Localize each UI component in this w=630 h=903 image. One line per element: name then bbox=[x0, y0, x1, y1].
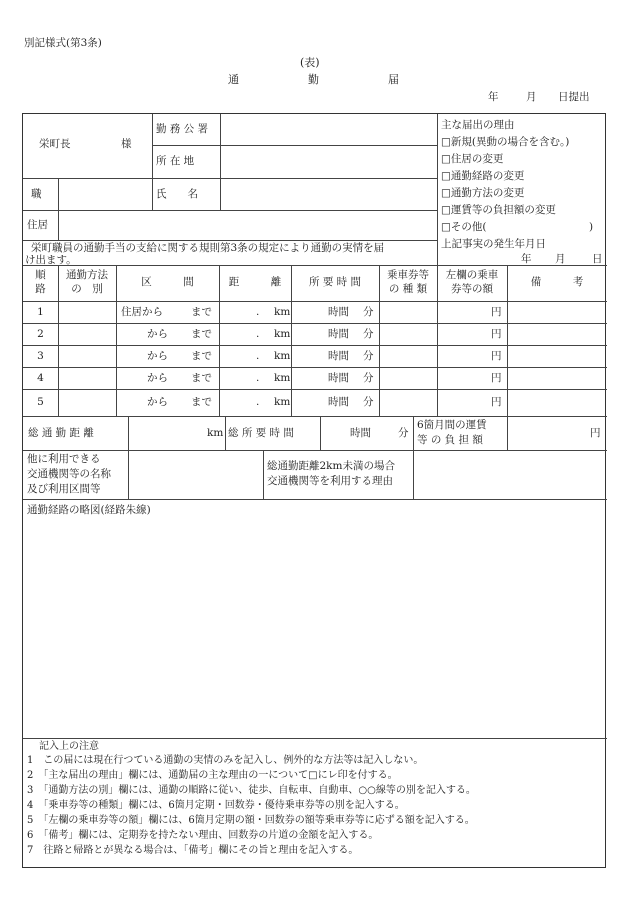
note-item: 3 「通勤方法の別」欄には、通勤の順路に従い、徒歩、自転車、自動車、○○線等の別を記入する。 bbox=[27, 785, 476, 796]
header-remarks: 備 考 bbox=[530, 276, 584, 288]
reason-checkbox[interactable]: □新規(異動の場合を含む。) bbox=[441, 136, 570, 148]
office-label: 勤 務 公 署 bbox=[156, 123, 209, 135]
row-to: まで bbox=[191, 396, 212, 408]
row-km: km bbox=[274, 372, 291, 384]
row-number: 2 bbox=[37, 328, 44, 340]
short-distance-reason: 交通機関等を利用する理由 bbox=[267, 475, 393, 487]
row-from: から bbox=[147, 372, 168, 384]
reason-checkbox[interactable]: □運賃等の負担額の変更 bbox=[441, 204, 556, 216]
row-km: km bbox=[274, 328, 291, 340]
divider bbox=[507, 416, 508, 450]
addressee: 栄町長 bbox=[39, 138, 71, 150]
row-number: 5 bbox=[37, 396, 44, 408]
other-transport-label: 他に利用できる bbox=[27, 453, 101, 465]
row-from: から bbox=[147, 350, 168, 362]
divider bbox=[128, 416, 129, 450]
row-dot: . bbox=[256, 372, 260, 384]
row-to: まで bbox=[191, 306, 212, 318]
note-item: 6 「備考」欄には、定期券を持たない理由、回数券の片道の金額を記入する。 bbox=[27, 830, 379, 841]
header-time: 所 要 時 間 bbox=[308, 276, 361, 288]
header-order: 路 bbox=[35, 283, 46, 295]
row-yen: 円 bbox=[491, 306, 502, 318]
total-time-label: 総 所 要 時 間 bbox=[228, 427, 294, 439]
divider bbox=[23, 499, 607, 500]
row-yen: 円 bbox=[491, 396, 502, 408]
row-dot: . bbox=[256, 328, 260, 340]
header-distance: 距 離 bbox=[228, 276, 282, 288]
row-number: 4 bbox=[37, 372, 44, 384]
divider bbox=[220, 114, 221, 210]
close-paren: ) bbox=[589, 221, 594, 233]
row-dot: . bbox=[256, 396, 260, 408]
reasons-heading: 主な届出の理由 bbox=[441, 119, 515, 131]
position-label: 職 bbox=[31, 188, 42, 200]
divider bbox=[263, 450, 264, 499]
date-day: 日提出 bbox=[558, 91, 590, 103]
notes-heading: 記入上の注意 bbox=[39, 741, 99, 752]
route-map-label: 通勤経路の略図(経路朱線) bbox=[27, 504, 151, 516]
occurred-day: 日 bbox=[592, 253, 603, 265]
total-km: km bbox=[207, 427, 224, 439]
divider bbox=[23, 178, 437, 179]
divider bbox=[23, 265, 607, 266]
row-km: km bbox=[274, 396, 291, 408]
row-to: まで bbox=[191, 328, 212, 340]
other-transport-label: 及び利用区間等 bbox=[27, 483, 101, 495]
header-fare: 券等の額 bbox=[451, 283, 493, 295]
divider bbox=[320, 416, 321, 450]
row-hour: 時間 bbox=[328, 328, 349, 340]
row-hour: 時間 bbox=[328, 396, 349, 408]
divider bbox=[23, 210, 437, 211]
row-km: km bbox=[274, 306, 291, 318]
row-to: まで bbox=[191, 350, 212, 362]
reason-checkbox[interactable]: □住居の変更 bbox=[441, 153, 504, 165]
row-hour: 時間 bbox=[328, 350, 349, 362]
header-section: 区 間 bbox=[141, 276, 194, 288]
reason-checkbox[interactable]: □通勤経路の変更 bbox=[441, 170, 525, 182]
row-dot: . bbox=[256, 350, 260, 362]
total-hour: 時間 bbox=[350, 427, 371, 439]
name-label: 氏 名 bbox=[156, 188, 198, 200]
row-from: から bbox=[147, 328, 168, 340]
sama-label: 様 bbox=[121, 138, 132, 150]
divider bbox=[225, 416, 226, 450]
occurred-year: 年 bbox=[521, 253, 532, 265]
row-km: km bbox=[274, 350, 291, 362]
occurred-month: 月 bbox=[555, 253, 566, 265]
total-yen: 円 bbox=[590, 427, 601, 439]
row-number: 3 bbox=[37, 350, 44, 362]
divider bbox=[58, 210, 59, 240]
divider bbox=[23, 738, 607, 739]
divider bbox=[23, 345, 607, 346]
header-ticket-type: の 種 類 bbox=[388, 283, 428, 295]
burden-label: 等 の 負 担 額 bbox=[417, 434, 483, 446]
divider bbox=[23, 389, 607, 390]
row-hour: 時間 bbox=[328, 372, 349, 384]
note-item: 5 「左欄の乗車券等の額」欄には、6箇月定期の額・回数券の額等乗車券等に応ずる額を記入する。 bbox=[27, 815, 475, 826]
divider bbox=[413, 450, 414, 499]
divider bbox=[58, 178, 59, 210]
note-item: 2 「主な届出の理由」欄には、通勤届の主な理由の一について□にレ印を付する。 bbox=[27, 770, 398, 781]
date-month: 月 bbox=[526, 91, 537, 103]
omote-label: (表) bbox=[300, 56, 320, 69]
note-item: 4 「乗車券等の種類」欄には、6箇月定期・回数券・優待乗車券等の別を記入する。 bbox=[27, 800, 405, 811]
row-yen: 円 bbox=[491, 328, 502, 340]
divider bbox=[23, 240, 437, 241]
declaration-line-2: け出ます。 bbox=[25, 254, 77, 266]
declaration-line-1: 栄町職員の通勤手当の支給に関する規則第3条の規定により通勤の実情を届 bbox=[31, 242, 385, 254]
total-distance-label: 総 通 勤 距 離 bbox=[28, 427, 94, 439]
reason-checkbox[interactable]: □その他( bbox=[441, 221, 487, 233]
form-frame bbox=[22, 113, 606, 868]
row-to: まで bbox=[191, 372, 212, 384]
divider bbox=[23, 301, 607, 302]
header-order: 順 bbox=[35, 269, 46, 281]
row-yen: 円 bbox=[491, 350, 502, 362]
row-min: 分 bbox=[363, 328, 374, 340]
header-method: 通勤方法 bbox=[66, 269, 108, 281]
divider bbox=[23, 323, 607, 324]
row-hour: 時間 bbox=[328, 306, 349, 318]
location-label: 所 在 地 bbox=[156, 155, 195, 167]
note-item: 7 往路と帰路とが異なる場合は、「備考」欄にその旨と理由を記入する。 bbox=[27, 845, 359, 856]
header-ticket-type: 乗車券等 bbox=[387, 269, 429, 281]
address-label: 住居 bbox=[27, 219, 48, 231]
divider bbox=[152, 145, 437, 146]
short-distance-reason: 総通勤距離2km未満の場合 bbox=[267, 460, 395, 472]
other-transport-label: 交通機関等の名称 bbox=[27, 468, 111, 480]
total-min: 分 bbox=[398, 427, 409, 439]
header-method: の 別 bbox=[71, 283, 103, 295]
divider bbox=[23, 416, 607, 417]
row-from: 住居から bbox=[121, 306, 163, 318]
divider bbox=[437, 114, 438, 265]
reason-checkbox[interactable]: □通勤方法の変更 bbox=[441, 187, 525, 199]
divider bbox=[152, 114, 153, 210]
row-min: 分 bbox=[363, 372, 374, 384]
header-fare: 左欄の乗車 bbox=[445, 269, 499, 281]
title-char-3: 届 bbox=[388, 73, 399, 86]
note-item: 1 この届には現在行つている通勤の実情のみを記入し、例外的な方法等は記入しない。 bbox=[27, 755, 424, 766]
burden-label: 6箇月間の運賃 bbox=[417, 419, 487, 431]
occurred-label: 上記事実の発生年月日 bbox=[441, 238, 546, 250]
title-char-1: 通 bbox=[228, 73, 239, 86]
divider bbox=[23, 367, 607, 368]
divider bbox=[23, 450, 607, 451]
row-min: 分 bbox=[363, 396, 374, 408]
row-min: 分 bbox=[363, 350, 374, 362]
row-yen: 円 bbox=[491, 372, 502, 384]
form-number: 別記様式(第3条) bbox=[24, 37, 102, 49]
row-from: から bbox=[147, 396, 168, 408]
row-number: 1 bbox=[37, 306, 44, 318]
divider bbox=[413, 416, 414, 450]
divider bbox=[128, 450, 129, 499]
row-min: 分 bbox=[363, 306, 374, 318]
title-char-2: 勤 bbox=[308, 73, 319, 86]
date-year: 年 bbox=[488, 91, 499, 103]
row-dot: . bbox=[256, 306, 260, 318]
